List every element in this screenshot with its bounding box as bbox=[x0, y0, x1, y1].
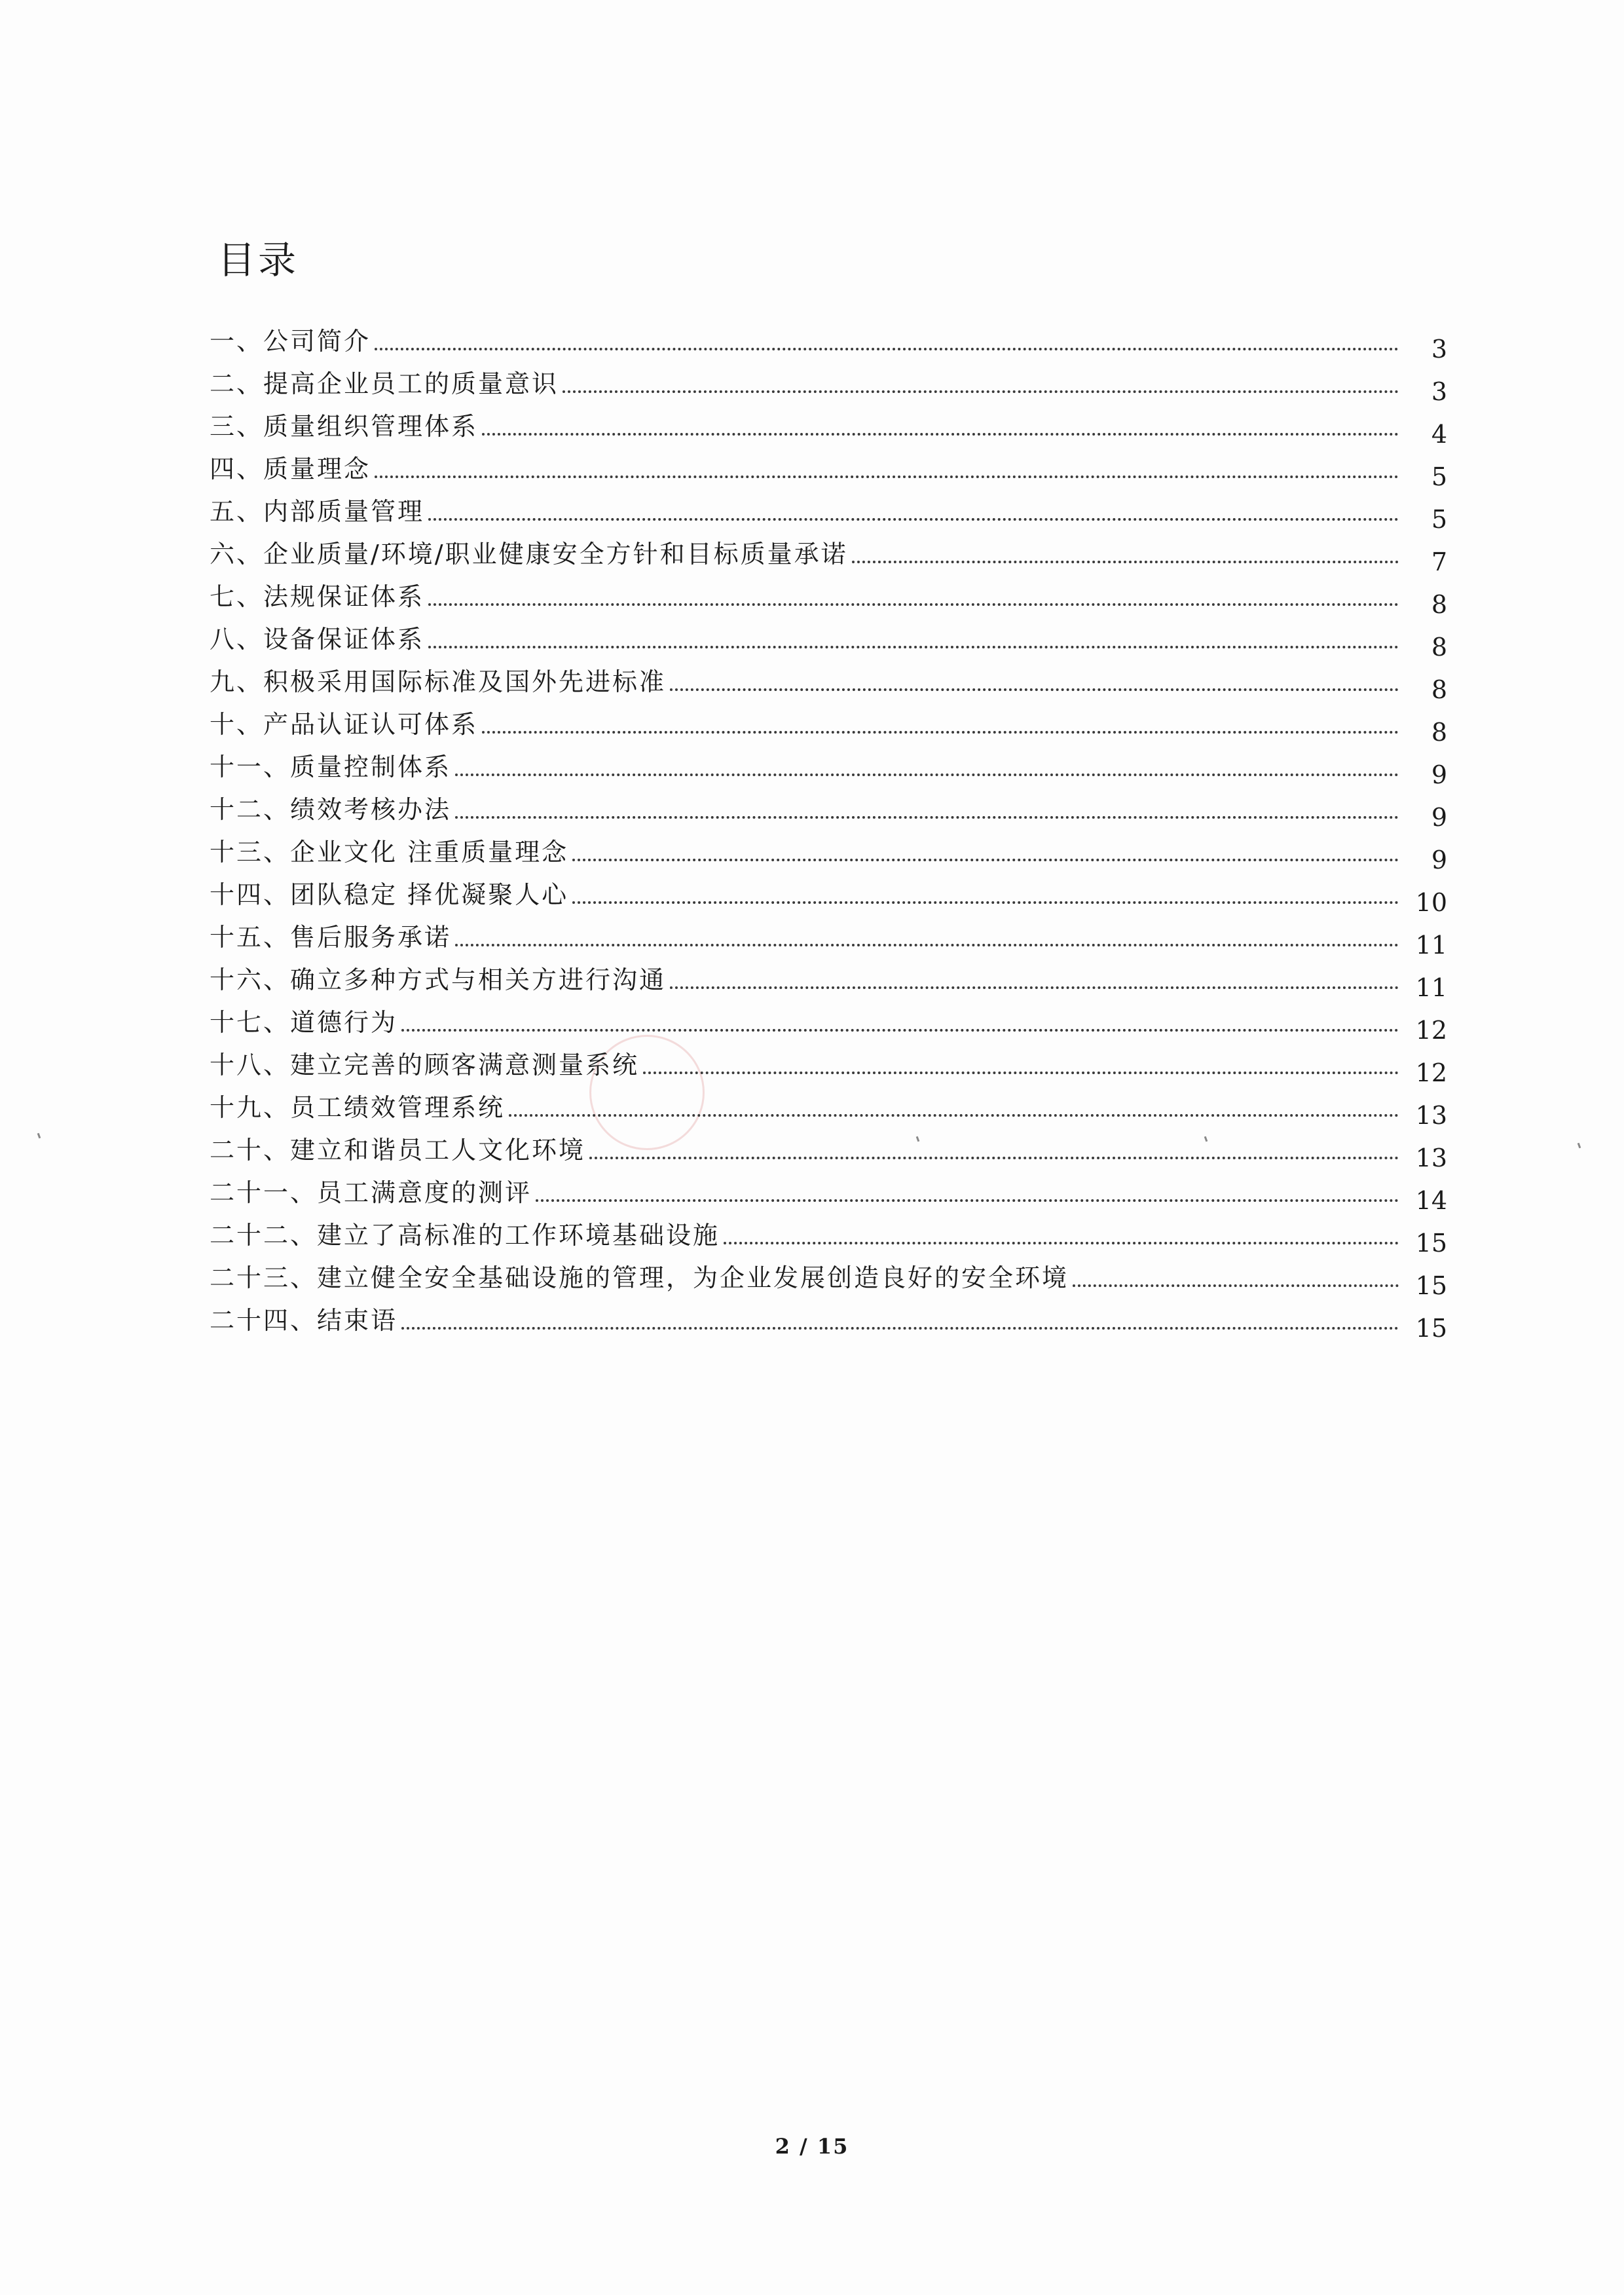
toc-entry-label: 十九、员工绩效管理系统 bbox=[210, 1093, 506, 1122]
toc-entry[interactable] bbox=[210, 357, 1447, 406]
dot-leader bbox=[670, 688, 1399, 691]
dot-leader bbox=[455, 944, 1399, 946]
toc-entry[interactable] bbox=[210, 1081, 1447, 1130]
toc-entry-page: 15 bbox=[1415, 1271, 1447, 1300]
dot-leader bbox=[428, 646, 1399, 648]
dot-leader bbox=[428, 603, 1399, 606]
dot-leader bbox=[589, 1157, 1399, 1159]
toc-entry-page: 11 bbox=[1415, 973, 1447, 1002]
toc-entry[interactable] bbox=[210, 400, 1447, 449]
dot-leader bbox=[428, 518, 1399, 521]
toc-entry-label: 十、产品认证认可体系 bbox=[210, 710, 479, 739]
toc-entry-page: 15 bbox=[1415, 1314, 1447, 1343]
toc-entry-page: 12 bbox=[1415, 1016, 1447, 1045]
toc-entry-label: 六、企业质量/环境/职业健康安全方针和目标质量承诺 bbox=[210, 540, 848, 569]
toc-list bbox=[210, 314, 1447, 1343]
dot-leader bbox=[852, 561, 1399, 563]
dot-leader bbox=[482, 433, 1399, 436]
toc-entry-label: 十三、企业文化 注重质量理念 bbox=[210, 838, 569, 867]
toc-entry[interactable] bbox=[210, 1294, 1447, 1343]
dot-leader bbox=[455, 774, 1399, 776]
dot-leader bbox=[572, 901, 1399, 904]
toc-entry[interactable] bbox=[210, 783, 1447, 832]
toc-entry-label: 三、质量组织管理体系 bbox=[210, 412, 479, 441]
dot-leader bbox=[482, 731, 1399, 734]
toc-entry[interactable] bbox=[210, 527, 1447, 576]
toc-entry-label: 九、积极采用国际标准及国外先进标准 bbox=[210, 667, 667, 696]
dot-leader bbox=[536, 1199, 1399, 1202]
toc-entry[interactable] bbox=[210, 1038, 1447, 1087]
scan-speck bbox=[37, 1133, 41, 1139]
toc-entry-page: 11 bbox=[1415, 931, 1447, 960]
dot-leader bbox=[375, 476, 1399, 478]
toc-entry-page: 12 bbox=[1415, 1058, 1447, 1087]
toc-entry[interactable] bbox=[210, 442, 1447, 491]
toc-entry[interactable] bbox=[210, 740, 1447, 789]
toc-entry[interactable] bbox=[210, 570, 1447, 619]
toc-entry-page: 7 bbox=[1431, 548, 1447, 576]
toc-entry-page: 14 bbox=[1415, 1186, 1447, 1215]
toc-entry[interactable] bbox=[210, 1208, 1447, 1258]
toc-entry-label: 十五、售后服务承诺 bbox=[210, 923, 452, 952]
toc-entry[interactable] bbox=[210, 996, 1447, 1045]
toc-entry[interactable] bbox=[210, 953, 1447, 1002]
toc-entry-label: 四、质量理念 bbox=[210, 455, 371, 483]
toc-entry-page: 9 bbox=[1431, 760, 1447, 789]
toc-entry-label: 二十、建立和谐员工人文化环境 bbox=[210, 1136, 586, 1165]
toc-entry-label: 七、法规保证体系 bbox=[210, 582, 425, 611]
toc-entry-label: 十七、道德行为 bbox=[210, 1008, 398, 1037]
toc-entry-label: 十八、建立完善的顾客满意测量系统 bbox=[210, 1051, 640, 1079]
toc-entry-label: 二十三、建立健全安全基础设施的管理，为企业发展创造良好的安全环境 bbox=[210, 1263, 1069, 1292]
toc-entry-page: 3 bbox=[1431, 377, 1447, 406]
toc-entry[interactable] bbox=[210, 485, 1447, 534]
dot-leader bbox=[509, 1114, 1399, 1117]
toc-entry-page: 15 bbox=[1415, 1229, 1447, 1258]
toc-entry-page: 8 bbox=[1431, 590, 1447, 619]
toc-entry-label: 五、内部质量管理 bbox=[210, 497, 425, 526]
toc-entry-label: 十四、团队稳定 择优凝聚人心 bbox=[210, 880, 569, 909]
toc-entry-page: 13 bbox=[1415, 1101, 1447, 1130]
toc-entry-page: 5 bbox=[1431, 505, 1447, 534]
toc-entry[interactable] bbox=[210, 1251, 1447, 1300]
toc-entry[interactable] bbox=[210, 825, 1447, 874]
toc-entry-page: 9 bbox=[1431, 846, 1447, 874]
toc-entry-label: 二、提高企业员工的质量意识 bbox=[210, 369, 559, 398]
toc-entry-label: 十六、确立多种方式与相关方进行沟通 bbox=[210, 965, 667, 994]
toc-entry[interactable] bbox=[210, 314, 1447, 364]
toc-entry-label: 二十四、结束语 bbox=[210, 1306, 398, 1335]
dot-leader bbox=[724, 1242, 1399, 1244]
toc-entry-page: 5 bbox=[1431, 462, 1447, 491]
toc-entry-page: 13 bbox=[1415, 1144, 1447, 1172]
toc-entry-page: 10 bbox=[1415, 888, 1447, 917]
toc-entry-page: 4 bbox=[1431, 420, 1447, 449]
dot-leader bbox=[401, 1327, 1399, 1330]
dot-leader bbox=[563, 390, 1399, 393]
toc-entry-page: 8 bbox=[1431, 633, 1447, 662]
toc-entry-page: 8 bbox=[1431, 675, 1447, 704]
toc-entry[interactable] bbox=[210, 698, 1447, 747]
toc-entry-label: 二十一、员工满意度的测评 bbox=[210, 1178, 532, 1207]
dot-leader bbox=[401, 1029, 1399, 1032]
toc-entry-label: 十一、质量控制体系 bbox=[210, 753, 452, 781]
toc-entry[interactable] bbox=[210, 655, 1447, 704]
toc-entry-page: 9 bbox=[1431, 803, 1447, 832]
dot-leader bbox=[670, 986, 1399, 989]
dot-leader bbox=[643, 1072, 1399, 1074]
toc-entry[interactable] bbox=[210, 612, 1447, 662]
scan-speck bbox=[1578, 1143, 1581, 1149]
toc-entry-label: 八、设备保证体系 bbox=[210, 625, 425, 654]
dot-leader bbox=[455, 816, 1399, 819]
toc-entry[interactable] bbox=[210, 1123, 1447, 1172]
toc-entry-label: 十二、绩效考核办法 bbox=[210, 795, 452, 824]
dot-leader bbox=[1073, 1284, 1399, 1287]
dot-leader bbox=[375, 348, 1399, 350]
toc-entry-label: 二十二、建立了高标准的工作环境基础设施 bbox=[210, 1221, 720, 1250]
toc-entry-page: 3 bbox=[1431, 335, 1447, 364]
toc-entry[interactable] bbox=[210, 1166, 1447, 1215]
page-number: 2 / 15 bbox=[775, 2134, 849, 2159]
toc-entry[interactable] bbox=[210, 910, 1447, 960]
toc-entry-page: 8 bbox=[1431, 718, 1447, 747]
dot-leader bbox=[572, 859, 1399, 861]
toc-entry[interactable] bbox=[210, 868, 1447, 917]
toc-title: 目录 bbox=[217, 238, 299, 282]
toc-entry-label: 一、公司简介 bbox=[210, 327, 371, 356]
